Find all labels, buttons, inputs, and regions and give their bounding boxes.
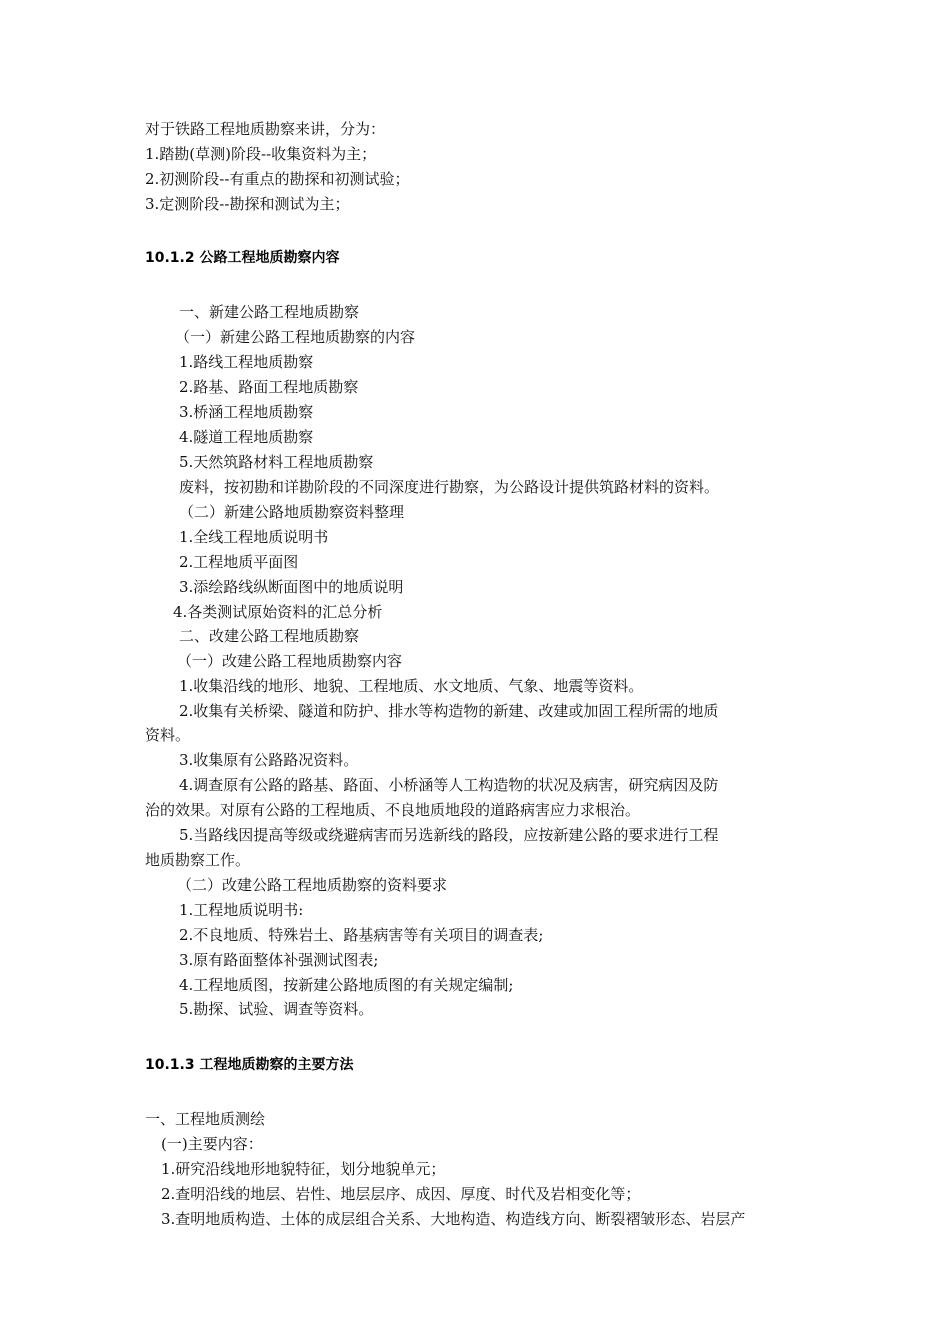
part1-sub2-item: 3.添绘路线纵断面图中的地质说明 <box>179 578 404 596</box>
part1-title: 一、新建公路工程地质勘察 <box>179 303 360 321</box>
section-heading-10-1-3: 10.1.3 工程地质勘察的主要方法 <box>145 1057 354 1073</box>
survey-item: 2.查明沿线的地层、岩性、地层层序、成因、厚度、时代及岩相变化等； <box>161 1185 641 1203</box>
part2-sub2-item: 3.原有路面整体补强测试图表; <box>179 951 379 969</box>
part1-sub2-title: （二）新建公路地质勘察资料整理 <box>179 503 405 521</box>
part2-item-4-cont: 治的效果。对原有公路的工程地质、不良地质地段的道路病害应力求根治。 <box>145 801 641 819</box>
intro-lead: 对于铁路工程地质勘察来讲，分为： <box>145 120 386 138</box>
part2-sub2-item: 5.勘探、试验、调查等资料。 <box>179 1000 374 1018</box>
part2-item-2-cont: 资料。 <box>145 726 191 744</box>
survey-item: 1.研究沿线地形地貌特征，划分地貌单元； <box>161 1160 446 1178</box>
part1-sub1-title: （一）新建公路工程地质勘察的内容 <box>175 328 416 346</box>
part1-sub1-item: 1.路线工程地质勘察 <box>179 353 314 371</box>
part2-title: 二、改建公路工程地质勘察 <box>179 627 360 645</box>
part2-sub2-title: （二）改建公路工程地质勘察的资料要求 <box>177 876 448 894</box>
intro-item: 2.初测阶段--有重点的勘探和初测试验； <box>145 170 410 188</box>
part2-sub2-item: 1.工程地质说明书: <box>179 901 304 919</box>
part2-item-5-cont: 地质勘察工作。 <box>145 851 251 869</box>
part2-item-4: 4.调查原有公路的路基、路面、小桥涵等人工构造物的状况及病害，研究病因及防 <box>179 776 719 794</box>
part2-item-2: 2.收集有关桥梁、隧道和防护、排水等构造物的新建、改建或加固工程所需的地质 <box>179 702 719 720</box>
part2-item-5: 5.当路线因提高等级或绕避病害而另选新线的路段，应按新建公路的要求进行工程 <box>179 826 719 844</box>
intro-item: 1.踏勘(草测)阶段--收集资料为主； <box>145 145 377 163</box>
survey-sub-title: (一)主要内容： <box>161 1135 263 1153</box>
part1-sub1-note: 废料，按初勘和详勘阶段的不同深度进行勘察，为公路设计提供筑路材料的资料。 <box>179 478 720 496</box>
part2-sub2-item: 2.不良地质、特殊岩土、路基病害等有关项目的调查表; <box>179 926 544 944</box>
part1-sub2-item: 2.工程地质平面图 <box>179 553 299 571</box>
part2-sub2-item: 4.工程地质图，按新建公路地质图的有关规定编制; <box>179 976 514 994</box>
part2-item-3: 3.收集原有公路路况资料。 <box>179 751 359 769</box>
part2-sub1-title: （一）改建公路工程地质勘察内容 <box>177 652 403 670</box>
part2-item-1: 1.收集沿线的地形、地貌、工程地质、水文地质、气象、地震等资料。 <box>179 677 644 695</box>
part1-sub1-item: 3.桥涵工程地质勘察 <box>179 403 314 421</box>
part1-sub2-item: 1.全线工程地质说明书 <box>179 528 329 546</box>
part1-sub1-item: 2.路基、路面工程地质勘察 <box>179 378 359 396</box>
section-heading-10-1-2: 10.1.2 公路工程地质勘察内容 <box>145 250 340 266</box>
intro-item: 3.定测阶段--勘探和测试为主； <box>145 195 350 213</box>
part1-sub1-item: 5.天然筑路材料工程地质勘察 <box>179 453 374 471</box>
part1-sub1-item: 4.隧道工程地质勘察 <box>179 428 314 446</box>
survey-title: 一、工程地质测绘 <box>145 1110 266 1128</box>
part1-sub2-item: 4.各类测试原始资料的汇总分析 <box>173 603 383 621</box>
survey-item: 3.查明地质构造、土体的成层组合关系、大地构造、构造线方向、断裂褶皱形态、岩层产 <box>161 1210 746 1228</box>
